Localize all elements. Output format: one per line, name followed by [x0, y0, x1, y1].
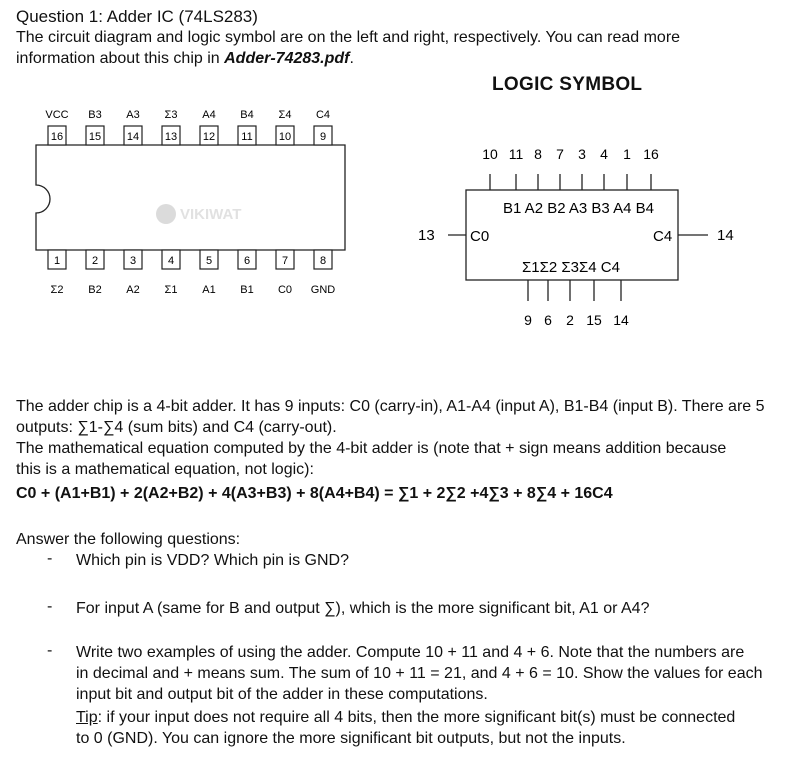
logic-top-number-8: 8 — [534, 146, 542, 162]
intro-line-1: The circuit diagram and logic symbol are on the left and right, respectively. You can read more — [16, 29, 681, 46]
logic-left-label: C0 — [470, 228, 490, 245]
chip-bottom-pin-7: 7 — [281, 255, 289, 267]
logic-symbol — [405, 135, 750, 340]
question-2: For input A (same for B and output ∑), which is the more significant bit, A1 or A4? — [76, 600, 650, 617]
chip-bottom-label-1: Σ2 — [50, 284, 64, 296]
chip-bottom-label-5: A1 — [202, 284, 216, 296]
logic-top-number-3: 3 — [578, 146, 586, 162]
logic-top-number-1: 1 — [623, 146, 631, 162]
chip-bottom-pin-6: 6 — [243, 255, 251, 267]
adder-equation: C0 + (A1+B1) + 2(A2+B2) + 4(A3+B3) + 8(A4+B4) = ∑1 + 2∑2 +4∑3 + 8∑4 + 16C4 — [16, 485, 613, 502]
chip-bottom-pin-8: 8 — [319, 255, 327, 267]
para2-line2: this is a mathematical equation, not logic): — [16, 461, 314, 478]
chip-diagram — [0, 95, 360, 310]
chip-top-pin-11: 11 — [241, 131, 253, 143]
tip-label: Tip — [76, 709, 98, 726]
chip-top-pin-13: 13 — [164, 131, 178, 143]
para1-line1: The adder chip is a 4-bit adder. It has 9 inputs: C0 (carry-in), A1-A4 (input A), B1-B4 (input B). There are 5 — [16, 398, 765, 415]
logic-bottom-number-14: 14 — [613, 312, 629, 328]
tip-line1-rest: : if your input does not require all 4 bits, then the more significant bit(s) must be connected — [97, 709, 736, 726]
questions-heading: Answer the following questions: — [16, 531, 241, 548]
logic-right-pin: 14 — [717, 227, 734, 244]
chip-top-label-7: Σ4 — [278, 109, 292, 121]
intro-line-2-suffix: . — [349, 50, 354, 67]
chip-bottom-pin-4: 4 — [167, 255, 175, 267]
chip-top-label-3: A3 — [126, 109, 140, 121]
chip-top-pin-15: 15 — [88, 131, 102, 143]
chip-body — [36, 145, 345, 250]
logic-top-number-10: 10 — [482, 146, 498, 162]
para1-line2: outputs: ∑1-∑4 (sum bits) and C4 (carry-out). — [16, 419, 337, 436]
question-3-line1: Write two examples of using the adder. Compute 10 + 11 and 4 + 6. Note that the numbers are — [76, 644, 745, 661]
chip-top-label-8: C4 — [315, 109, 331, 121]
logic-inputs-row: B1 A2 B2 A3 B3 A4 B4 — [503, 200, 654, 217]
pdf-filename: Adder-74283.pdf — [224, 50, 350, 67]
chip-top-label-2: B3 — [88, 109, 102, 121]
chip-bottom-pin-1: 1 — [53, 255, 61, 267]
chip-bottom-pin-2: 2 — [91, 255, 99, 267]
chip-bottom-label-2: B2 — [88, 284, 102, 296]
chip-top-label-5: A4 — [202, 109, 216, 121]
watermark-logo — [156, 204, 241, 224]
logic-bottom-number-6: 6 — [544, 312, 552, 328]
tip-line2: to 0 (GND). You can ignore the more significant bit outputs, but not the inputs. — [76, 730, 626, 747]
question-1: Which pin is VDD? Which pin is GND? — [76, 552, 349, 569]
chip-top-pin-9: 9 — [319, 131, 327, 143]
chip-top-label-1: VCC — [45, 109, 69, 121]
logic-left-pin: 13 — [418, 227, 435, 244]
question-3-line3: input bit and output bit of the adder in these computations. — [76, 686, 488, 703]
chip-top-label-6: B4 — [240, 109, 254, 121]
chip-bottom-label-3: A2 — [126, 284, 140, 296]
logic-bottom-number-15: 15 — [586, 312, 602, 328]
chip-bottom-pin-5: 5 — [205, 255, 213, 267]
bullet-1: - — [47, 550, 53, 567]
logic-top-number-7: 7 — [556, 146, 564, 162]
logic-top-number-4: 4 — [600, 146, 608, 162]
bullet-3: - — [47, 642, 53, 659]
chip-bottom-label-7: C0 — [277, 284, 293, 296]
logic-top-number-16: 16 — [643, 146, 659, 162]
bullet-2: - — [47, 598, 53, 615]
logic-outputs-row: Σ1Σ2 Σ3Σ4 C4 — [522, 259, 620, 276]
chip-top-pin-12: 12 — [202, 131, 216, 143]
chip-bottom-pin-3: 3 — [129, 255, 137, 267]
chip-bottom-label-8: GND — [310, 284, 336, 296]
logic-bottom-number-2: 2 — [566, 312, 574, 328]
question-title: Question 1: Adder IC (74LS283) — [16, 7, 258, 26]
watermark-text: VIKIWAT — [180, 206, 242, 223]
logic-right-label: C4 — [653, 228, 673, 245]
intro-line-2-prefix: information about this chip in — [16, 50, 225, 67]
intro-line-2 — [16, 48, 354, 69]
chip-bottom-label-4: Σ1 — [164, 284, 178, 296]
tip-line1 — [76, 707, 735, 728]
chip-top-pin-10: 10 — [278, 131, 292, 143]
chip-bottom-label-6: B1 — [240, 284, 254, 296]
logic-top-number-11: 11 — [508, 146, 524, 162]
chip-top-pin-16: 16 — [50, 131, 64, 143]
question-3-line2: in decimal and + means sum. The sum of 10 + 11 = 21, and 4 + 6 = 10. Show the values for each — [76, 665, 763, 682]
chip-top-pin-14: 14 — [126, 131, 140, 143]
para2-line1: The mathematical equation computed by the 4-bit adder is (note that + sign means addition because — [16, 440, 727, 457]
chip-top-label-4: Σ3 — [164, 109, 178, 121]
logic-symbol-title: LOGIC SYMBOL — [492, 74, 643, 95]
logic-bottom-number-9: 9 — [524, 312, 532, 328]
